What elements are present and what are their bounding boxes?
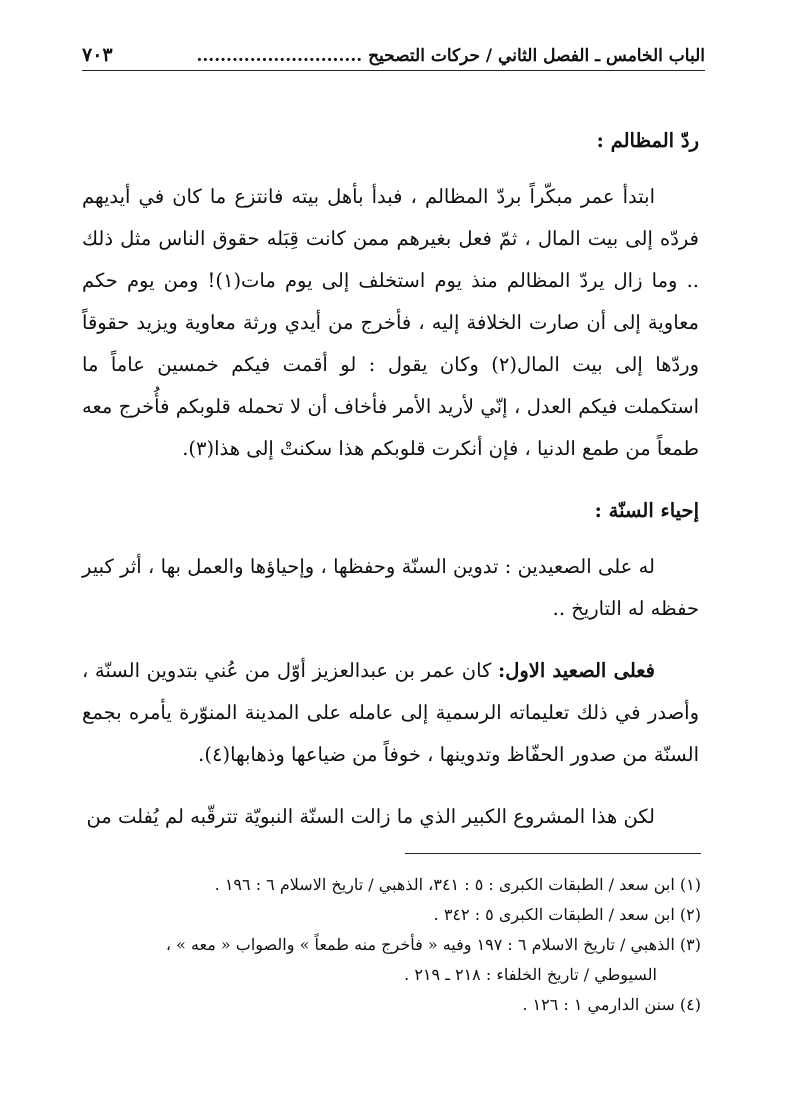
paragraph-lead-bold: فعلى الصعيد الاول: — [498, 659, 656, 682]
section-heading-redress: ردّ المظالم : — [596, 129, 699, 152]
footnote-3-continuation — [82, 960, 701, 990]
footnote-1: (١) ابن سعد / الطبقات الكبرى : ٥ : ٣٤١، الذهبي / تاريخ الاسلام ٦ : ١٩٦ . — [214, 875, 701, 894]
section-heading-sunna: إحياء السنّة : — [594, 499, 699, 522]
paragraph-lead-rest: كان عمر بن عبدالعزيز أوّل من عُني بتدوين السنّة ، وأصدر في ذلك تعليماته الرسمية إلى عامله على المدينة المنوّرة يأمره بجمع السنّة من صدور الحفّاظ وتدوينها ، خوفاً من ضياعها وذهابها(٤). — [82, 659, 699, 766]
paragraph-sunna-intro: له على الصعيدين : تدوين السنّة وحفظها ، وإحياؤها والعمل بها ، أثر كبير حفظه له التاريخ .. — [82, 555, 699, 620]
running-head-title: الباب الخامس ـ الفصل الثاني / حركات التصحيح ............................ — [196, 46, 705, 66]
running-head — [82, 30, 705, 71]
page-body — [82, 120, 699, 858]
paragraph-redress: ابتدأ عمر مبكّراً بردّ المظالم ، فبدأ بأهل بيته فانتزع ما كان في أيديهم فردّه إلى بيت المال ، ثمّ فعل بغيرهم ممن كانت قِبَله حقوق الناس مثل ذلك .. وما زال يردّ المظالم منذ يوم استخلف إلى يوم مات(١)! ومن يوم حكم معاوية إلى أن صارت الخلافة إليه ، فأخرج من أيدي ورثة معاوية ويزيد حقوقاً وردّها إلى بيت المال(٢) وكان يقول : لو أقمت فيكم خمسين عاماً ما استكملت فيكم العدل ، إنّي لأريد الأمر فأخاف أن لا تحمله قلوبكم فأُخرج معه طمعاً من طمع الدنيا ، فإن أنكرت قلوبكم هذا سكنتْ إلى هذا(٣). — [82, 185, 700, 460]
footnotes — [82, 870, 701, 1020]
footnote-3: (٣) الذهبي / تاريخ الاسلام ٦ : ١٩٧ وفيه « فأخرج منه طمعاً » والصواب « معه » ، — [165, 935, 701, 954]
footnote-2: (٢) ابن سعد / الطبقات الكبرى ٥ : ٣٤٢ . — [433, 905, 701, 924]
footnote-separator — [405, 853, 701, 854]
paragraph-first-level — [82, 650, 699, 776]
page-number: ٧٠٣ — [82, 44, 113, 66]
footnote-4: (٤) سنن الدارمي ١ : ١٢٦ . — [522, 995, 701, 1014]
paragraph-continuation: لكن هذا المشروع الكبير الذي ما زالت السنّة النبويّة تترقّبه لم يُفلت من — [86, 805, 655, 828]
footnote-3-continuation-text: السيوطي / تاريخ الخلفاء : ٢١٨ ـ ٢١٩ . — [404, 965, 657, 984]
